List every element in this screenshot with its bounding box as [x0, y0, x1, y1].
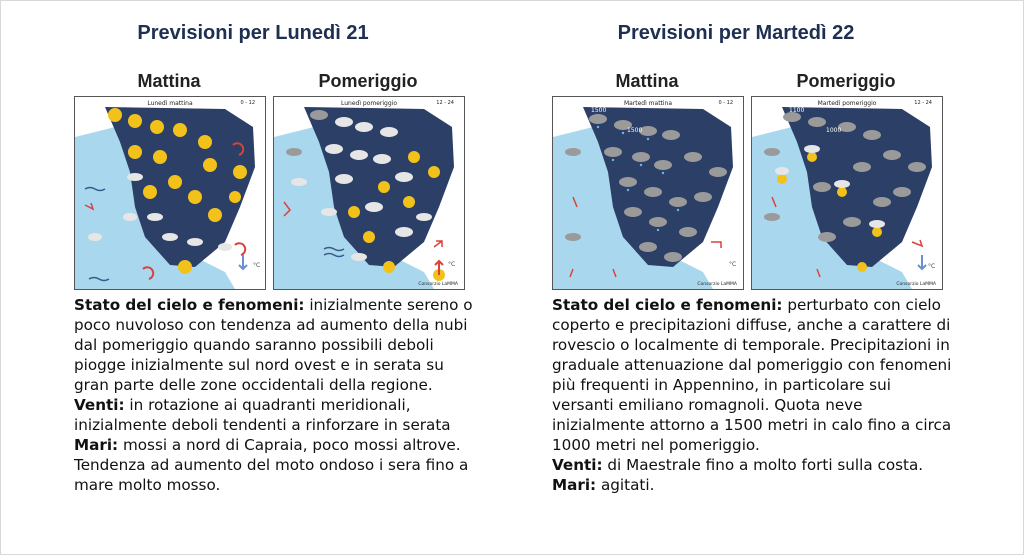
sea-text: agitati.	[596, 476, 655, 494]
weather-map-monday-morning[interactable]	[74, 96, 266, 290]
map-time: 12 - 24	[436, 100, 454, 106]
day-title: Previsioni per Martedì 22	[617, 22, 855, 44]
period-morning-label: Mattina	[615, 71, 679, 91]
temp-trend-label: °C	[448, 261, 456, 268]
wind-text: di Maestrale fino a molto forti sulla costa.	[602, 456, 924, 474]
map-label: Martedì mattina	[623, 100, 673, 107]
map-credit: Consorzio LaMMA	[418, 282, 458, 287]
temp-trend-label: °C	[729, 261, 737, 268]
map-credit: Consorzio LaMMA	[697, 282, 737, 287]
forecast-text-tuesday	[552, 295, 952, 495]
sea-paragraph	[552, 475, 952, 495]
snow-level-label: 1500	[591, 107, 607, 114]
map-label: Lunedì pomeriggio	[340, 100, 398, 107]
wind-label: Venti:	[552, 456, 603, 474]
weather-map-tuesday-afternoon[interactable]	[751, 96, 943, 290]
period-afternoon-label: Pomeriggio	[318, 71, 418, 91]
snow-level-label: 1000	[826, 127, 842, 134]
tuscany-map-graphic	[553, 97, 743, 289]
map-time: 0 - 12	[240, 100, 255, 106]
period-morning-label: Mattina	[137, 71, 201, 91]
tuscany-map-graphic	[752, 97, 942, 289]
temp-trend-label: °C	[253, 262, 261, 269]
sea-label: Mari:	[74, 436, 119, 454]
wind-paragraph	[74, 395, 474, 435]
sky-label: Stato del cielo e fenomeni:	[74, 296, 305, 314]
weather-map-tuesday-morning[interactable]	[552, 96, 744, 290]
tuscany-map-graphic	[75, 97, 265, 289]
map-time: 12 - 24	[914, 100, 932, 106]
forecast-text-monday	[74, 295, 474, 495]
map-label: Martedì pomeriggio	[817, 100, 877, 107]
sea-paragraph	[74, 435, 474, 495]
day-title: Previsioni per Lunedì 21	[137, 22, 369, 44]
wind-paragraph	[552, 455, 952, 475]
temp-trend-label: °C	[928, 263, 936, 270]
sky-label: Stato del cielo e fenomeni:	[552, 296, 783, 314]
sky-text: inizialmente sereno o poco nuvoloso con tendenza ad aumento della nubi dal pomeriggio quando saranno possibili deboli piogge inizialmente sul nord ovest e in serata su gran parte delle zone occidentali della regione.	[74, 296, 473, 394]
sky-text: perturbato con cielo coperto e precipitazioni diffuse, anche a carattere di rovescio o localmente di temporale. Precipitazioni in graduale attenuazione dal pomeriggio con fenomeni più frequenti in Appennino, in particolare sui versanti emiliano romagnoli. Quota neve inizialmente attorno a 1500 metri in calo fino a circa 1000 metri nel pomeriggio.	[552, 296, 952, 454]
sky-paragraph	[552, 295, 952, 455]
sea-label: Mari:	[552, 476, 597, 494]
period-afternoon-label: Pomeriggio	[796, 71, 896, 91]
sky-paragraph	[74, 295, 474, 395]
map-time: 0 - 12	[718, 100, 733, 106]
wind-text: in rotazione ai quadranti meridionali, inizialmente deboli tendenti a rinforzare in serata	[74, 396, 451, 434]
wind-label: Venti:	[74, 396, 125, 414]
map-label: Lunedì mattina	[147, 100, 193, 107]
snow-level-label: 1100	[789, 107, 805, 114]
tuscany-map-graphic	[274, 97, 464, 289]
map-credit: Consorzio LaMMA	[896, 282, 936, 287]
sea-text: mossi a nord di Capraia, poco mossi altrove. Tendenza ad aumento del moto ondoso i sera fino a mare molto mosso.	[74, 436, 469, 494]
snow-level-label: 1500	[627, 127, 643, 134]
weather-map-monday-afternoon[interactable]	[273, 96, 465, 290]
